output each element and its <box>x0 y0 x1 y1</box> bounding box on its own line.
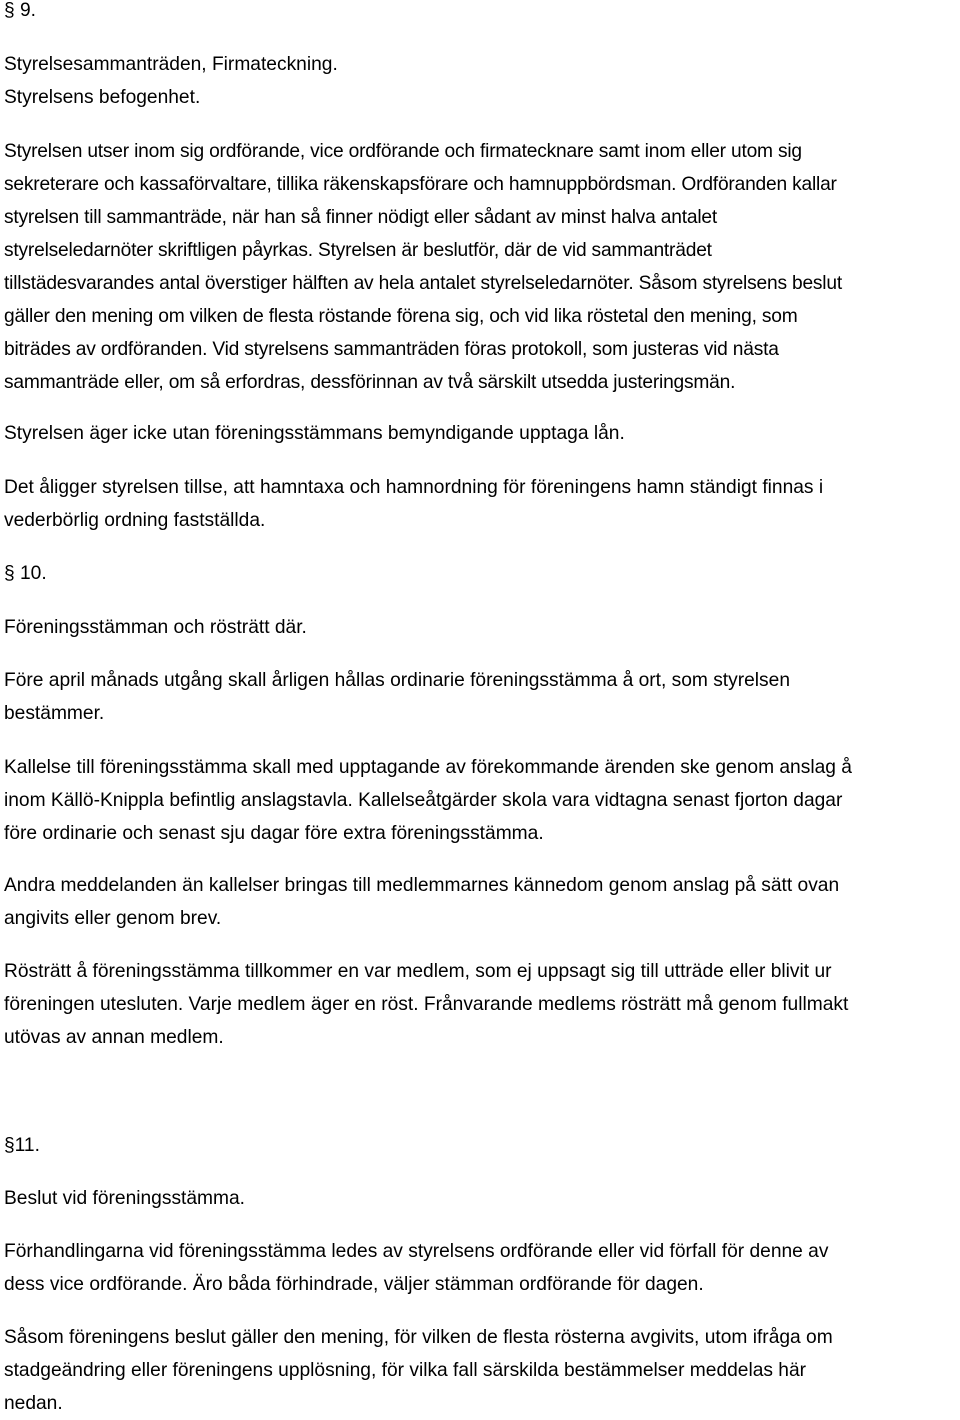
section-10-title: Föreningsstämman och rösträtt där. <box>4 617 307 638</box>
section-10-paragraph-3: Andra meddelanden än kallelser bringas till medlemmarnes kännedom genom anslag på sätt ovan angivits eller genom brev. <box>4 875 840 929</box>
section-10-paragraph-2: Kallelse till föreningsstämma skall med upptagande av förekommande ärenden ske genom anslag å inom Källö-Knippla befintlig anslagstavla. Kallelseåtgärder skola vara vidtagna senast fjorton dagar före ordinarie och senast sju dagar före extra föreningsstämma. <box>4 757 852 844</box>
section-9-paragraph-1: Styrelsen utser inom sig ordförande, vice ordförande och firmatecknare samt inom eller utom sig sekreterare och kassaförvaltare, tillika räkenskapsförare och hamnuppbördsman. Ordföranden kallar styrelsen till sammanträde, när han så finner nödigt eller sådant av minst halva antalet styrelseledarnöter skriftligen påyrkas. Styrelsen är beslutför, där de vid sammanträdet tillstädesvarandes antal överstiger hälften av hela antalet styrelseledarnöter. Såsom styrelsens beslut gäller den mening om vilken de flesta röstande förena sig, och vid lika röstetal den mening, som biträdes av ordföranden. Vid styrelsens sammanträden föras protokoll, som justeras vid nästa sammanträde eller, om så erfordras, dessförinnan av två särskilt utsedda justeringsmän. <box>4 141 842 393</box>
section-10-paragraph-4: Rösträtt å föreningsstämma tillkommer en var medlem, som ej uppsagt sig till utträde eller blivit ur föreningen utesluten. Varje medlem äger en röst. Frånvarande medlems rösträtt må genom fullmakt utövas av annan medlem. <box>4 961 849 1048</box>
section-10-paragraph-1: Före april månads utgång skall årligen hållas ordinarie föreningsstämma å ort, som styrelsen bestämmer. <box>4 670 790 724</box>
section-11-title: Beslut vid föreningsstämma. <box>4 1188 246 1209</box>
section-9-paragraph-2: Styrelsen äger icke utan föreningsstämmans bemyndigande upptaga lån. <box>4 423 625 444</box>
section-10-number: § 10. <box>4 563 47 584</box>
section-9-number: § 9. <box>4 0 37 21</box>
section-11-paragraph-1: Förhandlingarna vid föreningsstämma ledes av styrelsens ordförande eller vid förfall för denne av dess vice ordförande. Äro båda förhindrade, väljer stämman ordförande för dagen. <box>4 1241 829 1295</box>
section-9-title: Styrelsesammanträden, Firmateckning. Styrelsens befogenhet. <box>4 54 338 108</box>
section-11-number: §11. <box>4 1135 40 1156</box>
section-9-paragraph-3: Det åligger styrelsen tillse, att hamntaxa och hamnordning för föreningens hamn ständigt finnas i vederbörlig ordning fastställda. <box>4 477 824 531</box>
section-11-paragraph-2: Såsom föreningens beslut gäller den mening, för vilken de flesta rösterna avgivits, utom ifråga om stadgeändring eller föreningens upplösning, för vilka fall särskilda bestämmelser meddelas här nedan. <box>4 1327 833 1414</box>
